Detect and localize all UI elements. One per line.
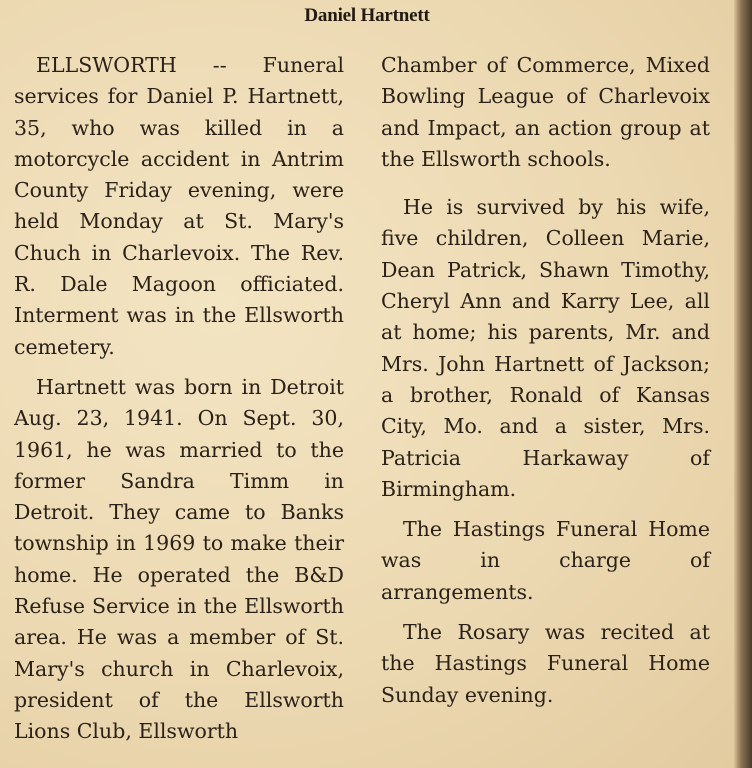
paragraph-arrangements: The Hastings Funeral Home was in charge of arrangements. xyxy=(381,517,710,604)
article-column-right xyxy=(381,50,710,711)
article-column-left xyxy=(14,50,344,748)
paragraph-rosary: The Rosary was recited at the Hastings Funeral Home Sunday evening. xyxy=(381,620,710,707)
clipping-edge-shadow xyxy=(734,0,752,768)
paragraph-biography: Hartnett was born in Detroit Aug. 23, 1941. On Sept. 30, 1961, he was married to the former Sandra Timm in Detroit. They came to Banks township in 1969 to make their home. He operated the B&D Refuse Service in the Ellsworth area. He was a member of St. Mary's church in Charlevoix, president of the Ellsworth Lions Club, Ellsworth xyxy=(14,374,344,744)
article-headline: Daniel Hartnett xyxy=(304,5,430,26)
paragraph-memberships-continued: Chamber of Commerce, Mixed Bowling League of Charlevoix and Impact, an action group at the Ellsworth schools. xyxy=(381,53,710,171)
paragraph-funeral-services: ELLSWORTH -- Funeral services for Daniel P. Hartnett, 35, who was killed in a motorcycle accident in Antrim County Friday evening, were held Monday at St. Mary's Chuch in Charlevoix. The Rev. R. Dale Magoon officiated. Interment was in the Ellsworth cemetery. xyxy=(14,53,344,359)
paragraph-survivors: He is survived by his wife, five children, Colleen Marie, Dean Patrick, Shawn Timothy, Cheryl Ann and Karry Lee, all at home; his parents, Mr. and Mrs. John Hartnett of Jackson; a brother, Ronald of Kansas City, Mo. and a sister, Mrs. Patricia Harkaway of Birmingham. xyxy=(381,195,710,501)
